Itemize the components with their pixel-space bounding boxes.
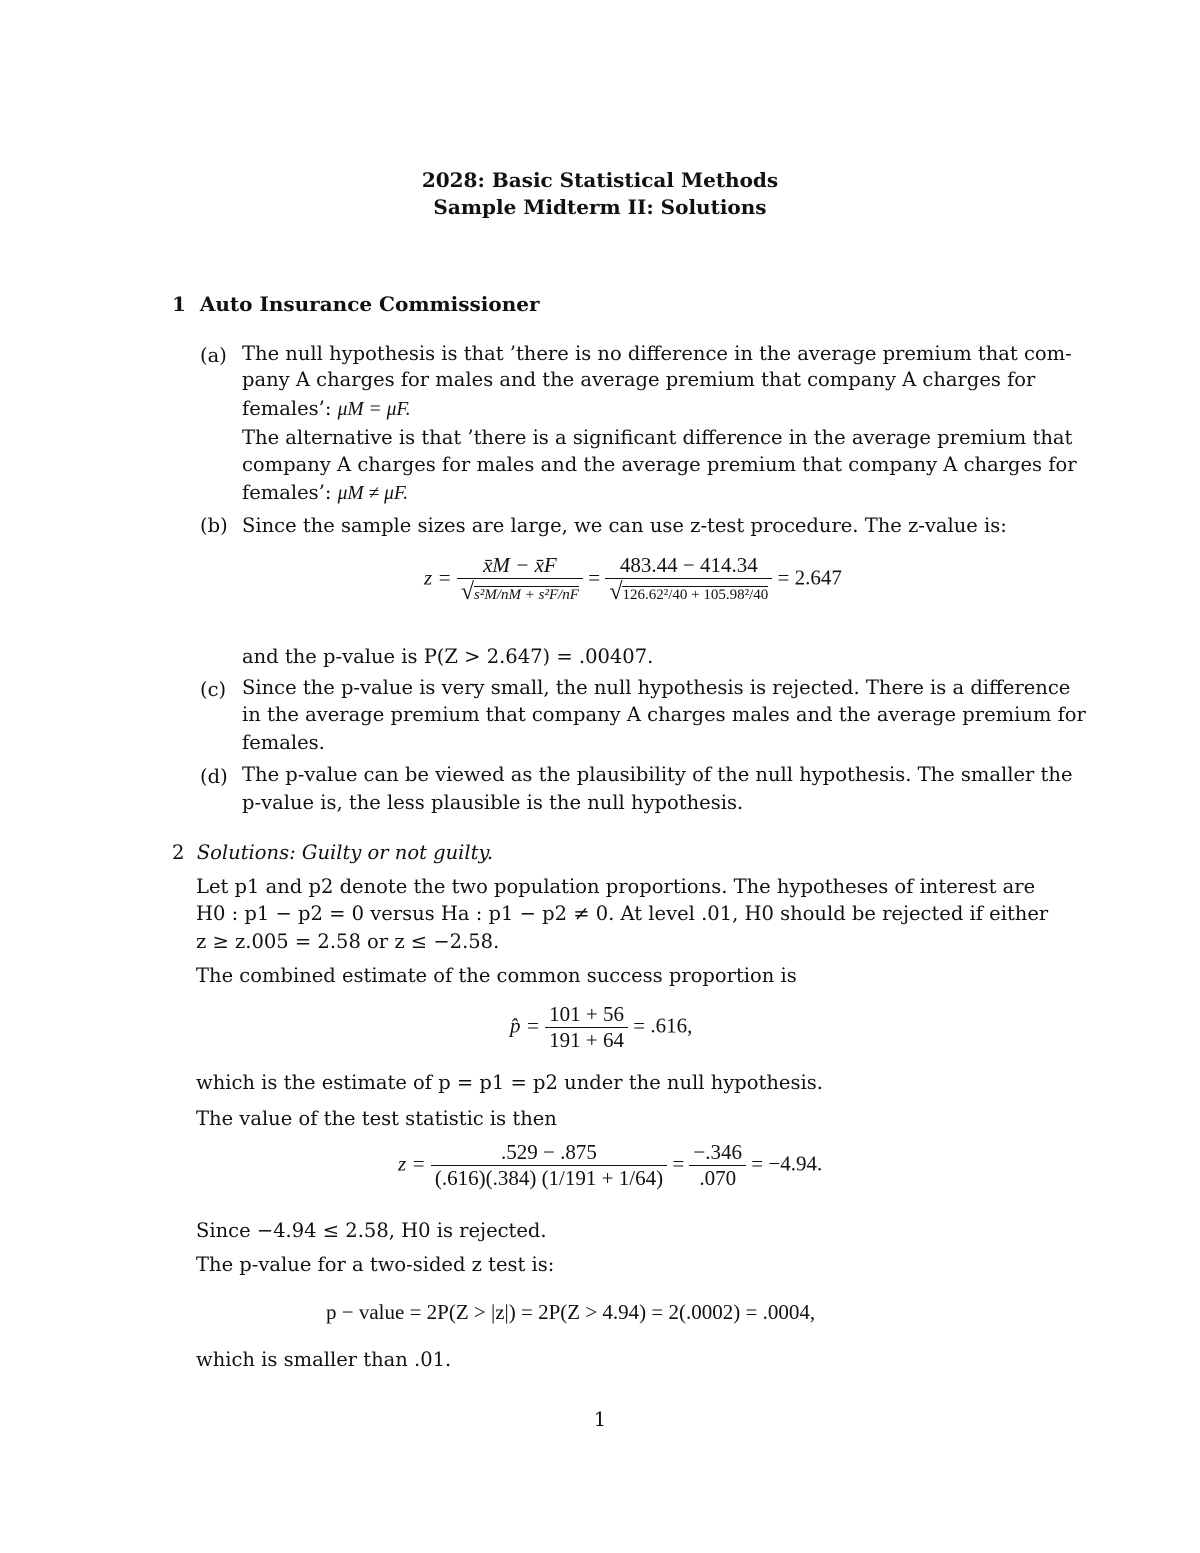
page-number: 1 [593,1408,607,1431]
z-equation-lhs: z = [424,565,452,590]
item-b-line-1: Since the sample sizes are large, we can use z-test procedure. The z-value is: [242,514,1007,537]
item-a-line-2: pany A charges for males and the average premium that company A charges for [242,368,1036,391]
pvalue-equation [326,1300,815,1325]
z-fraction-symbolic [457,553,583,606]
item-c-line-1: Since the p-value is very small, the null hypothesis is rejected. There is a difference [242,676,1071,699]
phat-result: = .616, [633,1013,693,1038]
item-d-label: (d) [200,765,228,788]
phat-equation [510,1002,692,1053]
phat-lhs: p̂ = [510,1013,540,1038]
z-fraction-symbolic-denominator: √s²M/nM + s²F/nF [457,578,583,606]
item-a-line-3 [242,395,411,423]
z-fraction-symbolic-numerator: x̄M − x̄F [483,553,557,577]
section-2-line-6: The value of the test statistic is then [196,1107,557,1130]
test-stat-fraction [431,1140,667,1191]
den-term-2-num: 105.98² [703,587,750,603]
test-stat-numerator-2: −.346 [693,1140,743,1164]
section-2-line-2: H0 : p1 − p2 = 0 versus Ha : p1 − p2 ≠ 0. At level .01, H0 should be rejected if either [196,902,1049,925]
item-a-alt-line-2: company A charges for males and the average premium that company A charges for [242,453,1077,476]
z-fraction-numeric-numerator: 483.44 − 414.34 [619,553,758,577]
den-term-2-den: 40 [753,587,769,603]
section-2-line-3: z ≥ z.005 = 2.58 or z ≤ −2.58. [196,930,500,953]
section-2-line-7: Since −4.94 ≤ 2.58, H0 is rejected. [196,1219,547,1242]
z-equation-result: = 2.647 [777,565,842,590]
item-d-line-2: p-value is, the less plausible is the null hypothesis. [242,791,744,814]
item-a-alt-line-1: The alternative is that ’there is a significant difference in the average premium that [242,426,1073,449]
section-2-heading [172,839,493,866]
test-stat-fraction-2 [689,1140,746,1191]
phat-numerator: 101 + 56 [549,1002,625,1026]
section-2-line-9: which is smaller than .01. [196,1348,452,1371]
z-value-equation: z = $\frac{x̄M - x̄F}{\text{√s²M/nM + s²F/nF}}$ = $\frac{483.44 - 414.34}{\text{√126.62²/40 + 105.98²/40}}$ = 2.647 [424,553,842,605]
test-stat-denominator-2: .070 [689,1165,746,1191]
den-term-1-den: 40 [672,587,688,603]
item-c-line-2: in the average premium that company A charges males and the average premium for [242,703,1086,726]
item-a-label: (a) [200,344,227,367]
section-1-number: 1 [172,292,186,316]
z-fraction-numeric [605,553,772,606]
z-fraction-numeric-denominator: √126.62²/40 + 105.98²/40 [605,578,772,606]
section-1-heading [172,292,540,316]
pvalue-equation-text: p − value = 2P(Z > |z|) = 2P(Z > 4.94) = 2(.0002) = .0004, [326,1300,816,1324]
item-c-line-3: females. [242,731,325,754]
document-subtitle: Sample Midterm II: Solutions [433,195,767,219]
item-a-line-3-text: females’: [242,397,332,420]
phat-denominator: 191 + 64 [545,1027,628,1053]
item-b-pvalue: and the p-value is P(Z > 2.647) = .00407. [242,645,654,668]
item-d-line-1: The p-value can be viewed as the plausibility of the null hypothesis. The smaller the [242,763,1073,786]
alt-hypothesis-math: μM ≠ μF. [337,483,409,504]
section-1-title: Auto Insurance Commissioner [199,292,540,316]
null-hypothesis-math: μM = μF. [337,399,411,420]
section-2-line-8: The p-value for a two-sided z test is: [196,1253,555,1276]
den-term-1-num: 126.62² [622,587,669,603]
item-a-alt-line-3 [242,479,408,507]
test-stat-numerator: .529 − .875 [501,1140,597,1164]
phat-fraction [545,1002,628,1053]
document-title: 2028: Basic Statistical Methods [421,168,779,192]
test-stat-lhs: z = [398,1151,426,1176]
section-2-line-5: which is the estimate of p = p1 = p2 under the null hypothesis. [196,1071,823,1094]
test-stat-result: = −4.94. [751,1151,823,1176]
section-2-number: 2 [172,841,185,864]
item-b-label: (b) [200,514,228,537]
item-a-line-1: The null hypothesis is that ’there is no difference in the average premium that com- [242,342,1072,365]
section-2-line-1: Let p1 and p2 denote the two population proportions. The hypotheses of interest are [196,875,1036,898]
test-stat-denominator: (.616)(.384) (1/191 + 1/64) [431,1165,667,1191]
section-2-title: Solutions: Guilty or not guilty. [196,841,494,864]
test-statistic-equation: z = $\frac{.529 - .875}{(.616)(.384) (1/191 + 1/64)}$ = $\frac{-.346}{.070}$ = −4.94. [398,1140,823,1190]
section-2-line-4: The combined estimate of the common success proportion is [196,964,797,987]
item-a-alt-line-3-text: females’: [242,481,332,504]
item-c-label: (c) [200,678,227,701]
